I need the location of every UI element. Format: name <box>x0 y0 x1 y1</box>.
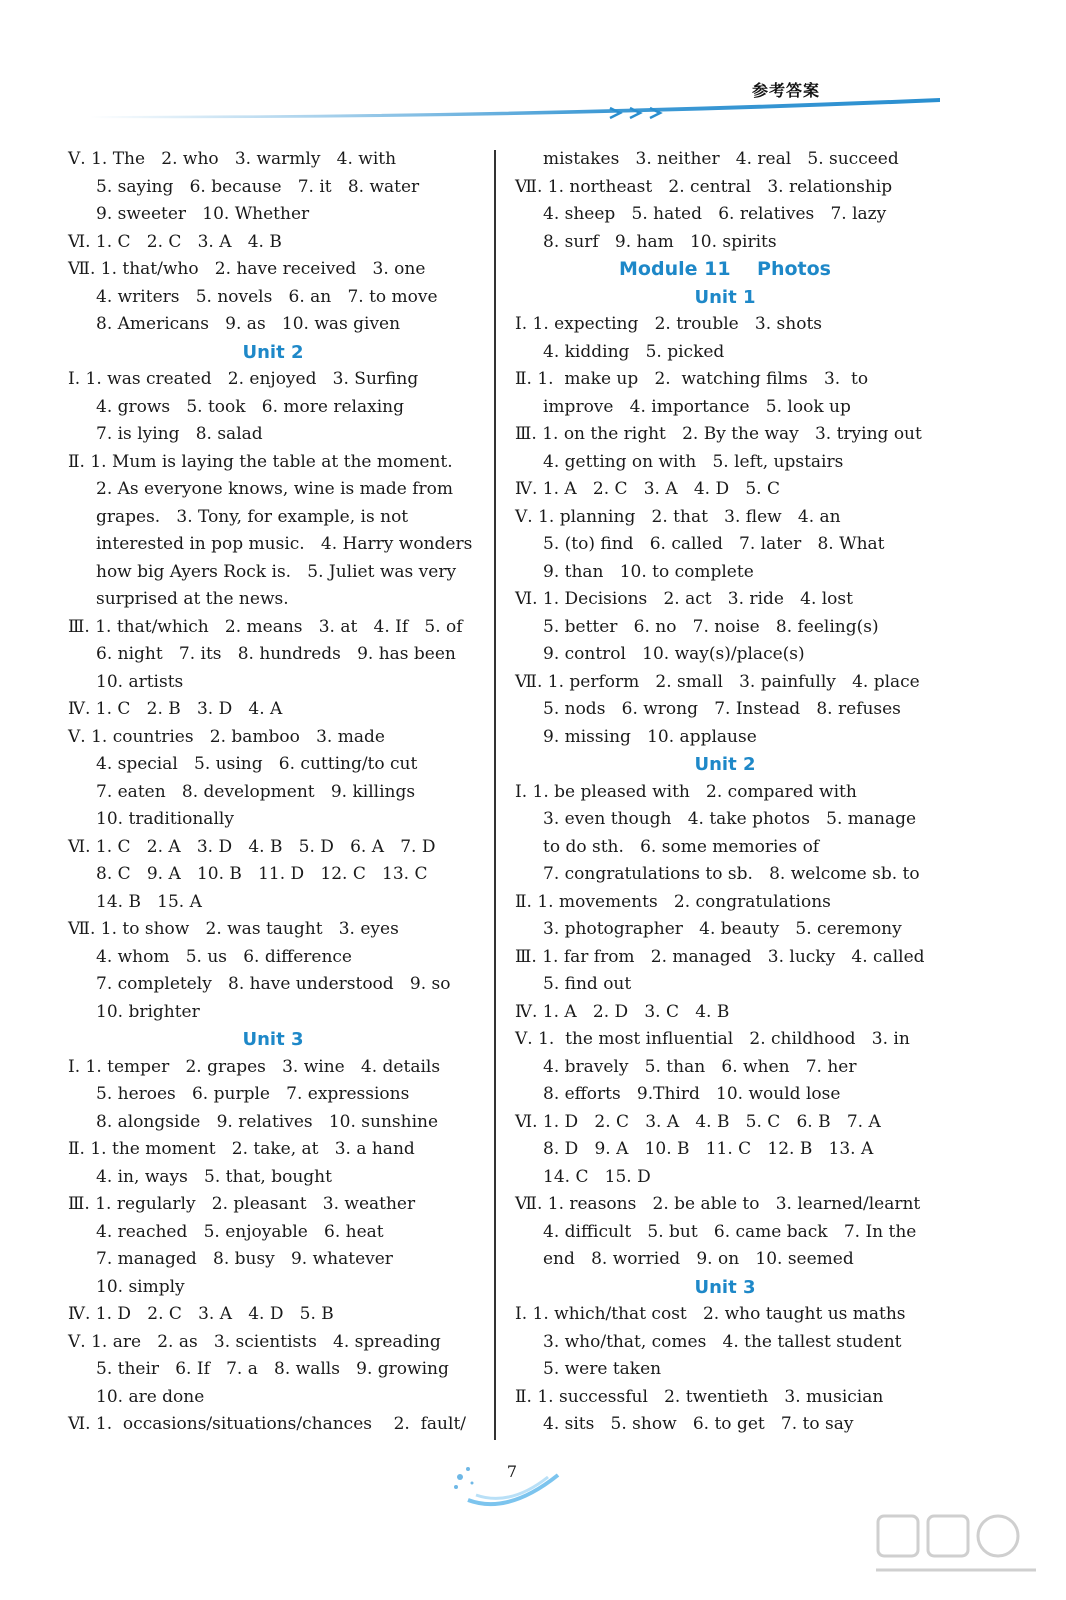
column-divider <box>494 150 496 1440</box>
answer-line: 10. simply <box>96 1276 185 1297</box>
answer-line: Ⅶ. 1. that/who 2. have received 3. one <box>68 259 426 279</box>
answer-line: 5. nods 6. wrong 7. Instead 8. refuses <box>543 699 901 719</box>
answer-line: Ⅳ. 1. A 2. D 3. C 4. B <box>515 1001 730 1022</box>
answer-line: 4. special 5. using 6. cutting/to cut <box>96 754 418 774</box>
answer-line: 10. artists <box>96 671 184 692</box>
answer-line: 9. sweeter 10. Whether <box>96 204 310 224</box>
answer-line: 8. D 9. A 10. B 11. C 12. B 13. A <box>543 1139 874 1159</box>
answer-line: 8. Americans 9. as 10. was given <box>96 314 401 334</box>
answer-line: 10. traditionally <box>96 809 234 829</box>
answer-line: Ⅲ. 1. that/which 2. means 3. at 4. If 5. of <box>68 616 463 637</box>
answer-line: 7. is lying 8. salad <box>96 424 263 444</box>
unit-heading: Unit 3 <box>694 1276 756 1298</box>
unit-heading: Unit 1 <box>694 286 756 308</box>
answer-line: Ⅶ. 1. reasons 2. be able to 3. learned/learnt <box>515 1194 921 1214</box>
answer-line: improve 4. importance 5. look up <box>543 396 851 417</box>
answer-line: 8. surf 9. ham 10. spirits <box>543 231 777 252</box>
answer-line: Ⅰ. 1. temper 2. grapes 3. wine 4. details <box>68 1056 441 1077</box>
unit-heading: Unit 3 <box>242 1029 304 1050</box>
answer-line: Ⅴ. 1. are 2. as 3. scientists 4. spreading <box>68 1331 441 1352</box>
answer-line: 5. were taken <box>543 1359 662 1379</box>
answer-line: 4. kidding 5. picked <box>543 341 725 362</box>
answer-line: 9. than 10. to complete <box>543 561 754 582</box>
answer-line: 3. who/that, comes 4. the tallest student <box>543 1331 902 1352</box>
answer-line: 10. brighter <box>96 1001 200 1022</box>
answer-line: Ⅲ. 1. on the right 2. By the way 3. trying out <box>515 424 922 444</box>
header-rule-decoration <box>90 96 940 126</box>
answer-line: Ⅵ. 1. D 2. C 3. A 4. B 5. C 6. B 7. A <box>515 1111 881 1132</box>
answer-line: 7. completely 8. have understood 9. so <box>96 974 451 994</box>
answer-line: 4. getting on with 5. left, upstairs <box>543 451 844 472</box>
answer-line: 14. B 15. A <box>96 891 202 912</box>
answer-line: Ⅶ. 1. to show 2. was taught 3. eyes <box>68 919 399 939</box>
answer-line: 9. missing 10. applause <box>543 726 757 747</box>
answer-line: 5. their 6. If 7. a 8. walls 9. growing <box>96 1359 449 1379</box>
answer-line: 4. difficult 5. but 6. came back 7. In the <box>543 1221 917 1242</box>
answer-line: 8. alongside 9. relatives 10. sunshine <box>96 1111 439 1132</box>
answer-line: Ⅰ. 1. was created 2. enjoyed 3. Surfing <box>68 369 419 389</box>
answer-line: Ⅲ. 1. far from 2. managed 3. lucky 4. called <box>515 946 925 967</box>
answer-line: 4. reached 5. enjoyable 6. heat <box>96 1221 384 1242</box>
answer-line: 4. writers 5. novels 6. an 7. to move <box>96 286 438 307</box>
answer-line: 4. bravely 5. than 6. when 7. her <box>543 1056 857 1077</box>
answer-line: interested in pop music. 4. Harry wonders <box>96 534 473 554</box>
answer-line: 7. congratulations to sb. 8. welcome sb. to <box>543 864 920 884</box>
answer-line: Ⅴ. 1. The 2. who 3. warmly 4. with <box>68 149 397 169</box>
answer-line: grapes. 3. Tony, for example, is not <box>96 506 409 527</box>
answer-line: 10. are done <box>96 1386 205 1407</box>
answer-line: Ⅳ. 1. D 2. C 3. A 4. D 5. B <box>68 1304 334 1324</box>
answer-line: Ⅳ. 1. C 2. B 3. D 4. A <box>68 699 283 719</box>
answer-line: 4. whom 5. us 6. difference <box>96 946 352 967</box>
unit-heading: Unit 2 <box>242 341 304 363</box>
answer-line: Ⅱ. 1. Mum is laying the table at the moment. <box>68 451 453 472</box>
answer-line: 8. C 9. A 10. B 11. D 12. C 13. C <box>96 864 428 884</box>
answer-line: Ⅱ. 1. successful 2. twentieth 3. musician <box>515 1386 884 1407</box>
answer-line: 3. photographer 4. beauty 5. ceremony <box>543 919 902 939</box>
answer-line: Ⅶ. 1. northeast 2. central 3. relationship <box>515 176 893 197</box>
answer-line: 4. sits 5. show 6. to get 7. to say <box>543 1414 854 1434</box>
answer-line: 4. in, ways 5. that, bought <box>96 1166 332 1187</box>
answer-line: Ⅵ. 1. C 2. C 3. A 4. B <box>68 231 282 252</box>
answer-line: end 8. worried 9. on 10. seemed <box>543 1249 854 1269</box>
answer-line: Ⅲ. 1. regularly 2. pleasant 3. weather <box>68 1194 416 1214</box>
answer-line: Ⅳ. 1. A 2. C 3. A 4. D 5. C <box>515 479 780 499</box>
answer-line: Ⅰ. 1. be pleased with 2. compared with <box>515 781 857 802</box>
answer-line: Ⅵ. 1. occasions/situations/chances 2. fault/ <box>68 1414 466 1434</box>
answer-line: 5. saying 6. because 7. it 8. water <box>96 176 420 197</box>
answer-line: surprised at the news. <box>96 589 289 609</box>
answer-line: 14. C 15. D <box>543 1166 651 1187</box>
answer-line: 5. heroes 6. purple 7. expressions <box>96 1084 410 1104</box>
answer-line: 4. sheep 5. hated 6. relatives 7. lazy <box>543 204 887 224</box>
answer-line: how big Ayers Rock is. 5. Juliet was very <box>96 561 457 582</box>
answer-line: Ⅵ. 1. C 2. A 3. D 4. B 5. D 6. A 7. D <box>68 836 436 857</box>
left-answer-column <box>68 146 478 1439</box>
answer-line: 7. managed 8. busy 9. whatever <box>96 1249 393 1269</box>
answer-line: 7. eaten 8. development 9. killings <box>96 781 416 802</box>
answer-line: Ⅴ. 1. countries 2. bamboo 3. made <box>68 726 385 747</box>
answer-line: 9. control 10. way(s)/place(s) <box>543 644 805 664</box>
answer-line: Ⅰ. 1. expecting 2. trouble 3. shots <box>515 314 823 334</box>
right-answer-column <box>515 146 935 1439</box>
answer-line: 8. efforts 9.Third 10. would lose <box>543 1084 841 1104</box>
answer-line: Ⅱ. 1. the moment 2. take, at 3. a hand <box>68 1139 415 1159</box>
answer-line: Ⅵ. 1. Decisions 2. act 3. ride 4. lost <box>515 589 853 609</box>
module-heading: Module 11 Photos <box>619 258 831 280</box>
page-header-title: 参考答案 <box>752 81 821 100</box>
answer-line: Ⅴ. 1. planning 2. that 3. flew 4. an <box>515 506 841 527</box>
unit-heading: Unit 2 <box>694 754 756 775</box>
answer-line: Ⅱ. 1. make up 2. watching films 3. to <box>515 369 869 389</box>
site-watermark-logo <box>870 1510 1045 1590</box>
answer-line: Ⅴ. 1. the most influential 2. childhood 3. in <box>515 1029 910 1049</box>
answer-line: 5. better 6. no 7. noise 8. feeling(s) <box>543 616 879 637</box>
answer-line: 4. grows 5. took 6. more relaxing <box>96 396 404 417</box>
answer-line: Ⅱ. 1. movements 2. congratulations <box>515 891 831 912</box>
answer-line: 5. (to) find 6. called 7. later 8. What <box>543 534 885 554</box>
answer-line: Ⅶ. 1. perform 2. small 3. painfully 4. place <box>515 671 920 692</box>
answer-line: 2. As everyone knows, wine is made from <box>96 479 454 499</box>
answer-line: mistakes 3. neither 4. real 5. succeed <box>543 149 899 169</box>
answer-line: 3. even though 4. take photos 5. manage <box>543 809 917 829</box>
answer-line: to do sth. 6. some memories of <box>543 836 820 857</box>
answer-line: Ⅰ. 1. which/that cost 2. who taught us maths <box>515 1304 906 1324</box>
answer-line: 6. night 7. its 8. hundreds 9. has been <box>96 644 456 664</box>
page-number: 7 <box>506 1462 518 1481</box>
answer-line: 5. find out <box>543 974 632 994</box>
